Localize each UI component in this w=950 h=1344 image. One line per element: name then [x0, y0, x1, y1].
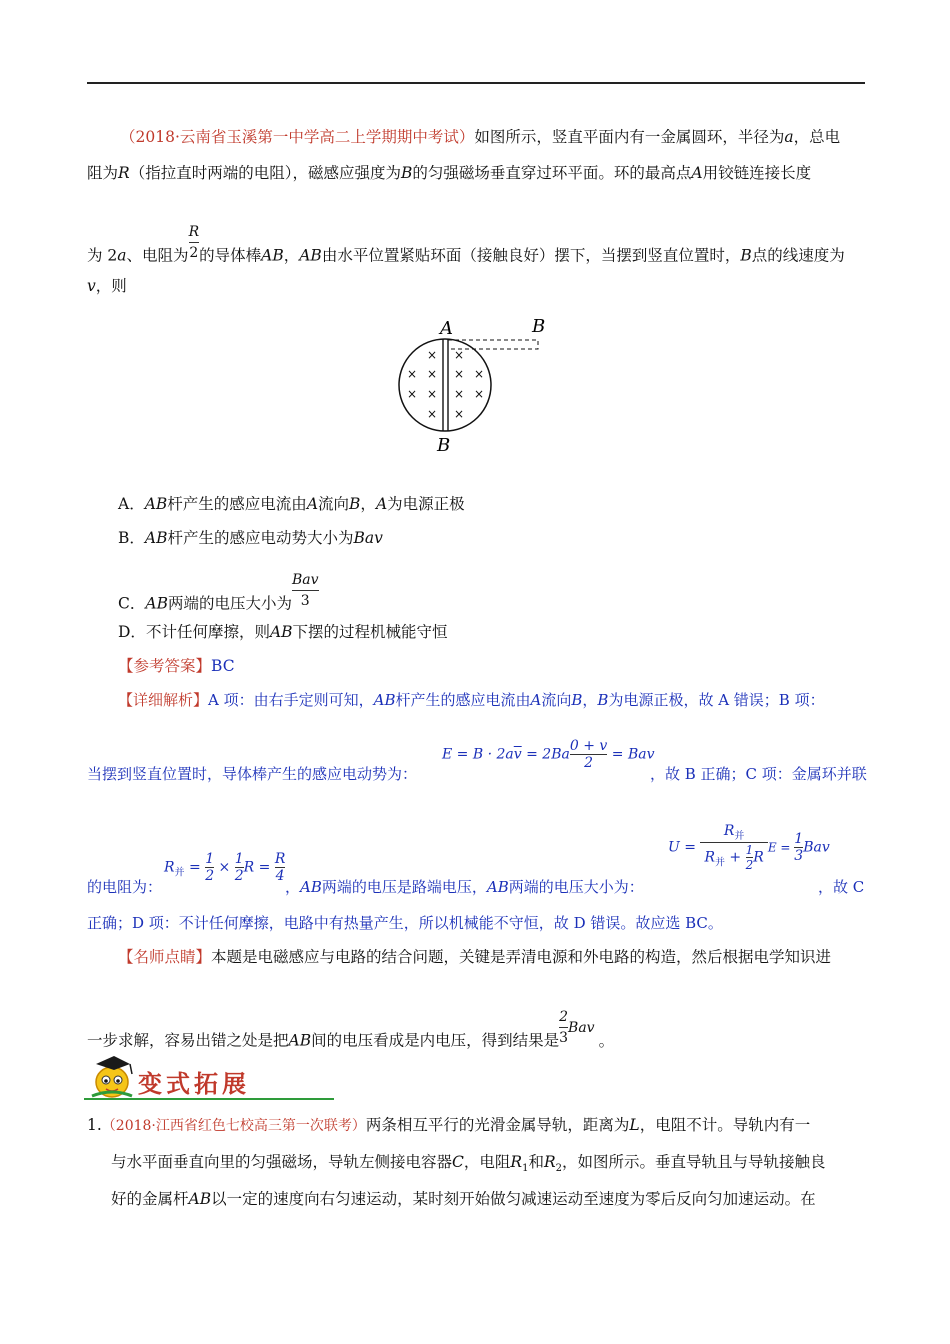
cross-mark: ×: [427, 387, 438, 401]
fraction-r-over-4: $\frac{R}{4}$: [274, 851, 286, 884]
question-line-4: v，则: [87, 277, 127, 295]
fraction-half-1: $\frac{1}{2}$: [205, 851, 215, 884]
cross-mark: ×: [407, 387, 418, 401]
analysis-line-2a: 当摆到竖直位置时，导体棒产生的感应电动势为：: [87, 765, 418, 783]
answer-line: [118, 656, 235, 676]
banner-title: 变式拓展: [138, 1070, 250, 1098]
cross-mark: ×: [407, 367, 418, 381]
cross-mark: ×: [427, 348, 438, 362]
cross-mark: ×: [454, 407, 465, 421]
label-a: A: [440, 318, 453, 339]
analysis-line-3e: ，故 C: [818, 878, 865, 896]
option-a: A．AB杆产生的感应电流由A流向B，A为电源正极: [118, 495, 465, 513]
header-rule: [87, 82, 865, 84]
option-b: B．AB杆产生的感应电动势大小为Bav: [118, 529, 383, 547]
analysis-line-1: 【详细解析】A 项：由右手定则可知，AB杆产生的感应电流由A流向B，B为电源正极，故 A 错误；B 项：: [118, 691, 825, 709]
analysis-label: 【详细解析】: [118, 691, 209, 709]
tip-line-1: 【名师点睛】本题是电磁感应与电路的结合问题，关键是弄清电源和外电路的构造，然后根据电学知识进: [118, 948, 832, 966]
section-banner: [84, 1052, 284, 1102]
cross-mark: ×: [454, 348, 465, 362]
fraction-third: $\frac{1}{3}$: [794, 830, 804, 864]
exercise-line-2: 与水平面垂直向里的匀强磁场，导轨左侧接电容器C，电阻$R_1$和$R_2$，如图所示。垂直导轨且与导轨接触良: [111, 1153, 826, 1175]
fraction-half-2: $\frac{1}{2}$: [234, 851, 244, 884]
resistance-label: 、电阻为: [126, 246, 189, 265]
voltage-fraction: $R_并$ $R_并$ + $\frac{1}{2}$ R: [700, 823, 767, 872]
cross-mark: ×: [454, 387, 465, 401]
question-line-3: 为 2a、电阻为 $\frac{R}{2}$ 的导体棒AB，AB由水平位置紧贴环面（接触良好）摆下，当摆到竖直位置时，B点的线速度为: [87, 224, 845, 265]
cross-mark: ×: [474, 387, 485, 401]
question-line-1: （2018·云南省玉溪第一中学高二上学期期中考试）如图所示，竖直平面内有一金属圆环，半径为a，总电: [120, 128, 841, 146]
question-line-2: 阻为R（指拉直时两端的电阻），磁感应强度为B的匀强磁场垂直穿过环平面。环的最高点A用铰链连接长度: [87, 164, 812, 182]
exercise-line-1: 1.（2018·江西省红色七校高三第一次联考）两条相互平行的光滑金属导轨，距离为L，电阻不计。导轨内有一: [87, 1116, 811, 1134]
option-c: C．AB两端的电压大小为 $\frac{\text{Bav}}{3}$: [118, 572, 319, 613]
cross-mark: ×: [454, 367, 465, 381]
mascot-icon: [84, 1052, 140, 1102]
cross-mark: ×: [474, 367, 485, 381]
magnetic-field-crosses: [407, 348, 484, 421]
option-d: D．不计任何摩擦，则AB下摆的过程机械能守恒: [118, 623, 448, 641]
analysis-line-4: 正确；D 项：不计任何摩擦，电路中有热量产生，所以机械能不守恒，故 D 错误。故应选 BC。: [87, 914, 723, 932]
label-b-bottom: B: [437, 435, 451, 456]
ring-rod-figure: [390, 312, 560, 457]
metal-ring: [399, 339, 491, 431]
tip-line-2: 一步求解，容易出错之处是把AB间的电压看成是内电压，得到结果是 $\frac{2}{3}$ Bav。: [87, 1009, 615, 1050]
voltage-equation: U = $R_并$ $R_并$ + $\frac{1}{2}$ R E = $\frac{1}{3}$ Bav: [668, 823, 830, 872]
label-b-top: B: [532, 316, 546, 337]
analysis-line-3a: 的电阻为：: [87, 878, 163, 896]
analysis-line-2b: ，故 B 正确；C 项：金属环并联: [650, 765, 867, 783]
tip-label: 【名师点睛】: [118, 948, 212, 966]
answer-label: 【参考答案】: [118, 657, 212, 675]
question-source: （2018·云南省玉溪第一中学高二上学期期中考试）: [120, 128, 475, 146]
analysis-line-3b: ，AB两端的电压是路端电压，AB两端的电压大小为：: [285, 878, 644, 896]
fraction-r-over-2: $\frac{R}{2}$: [188, 224, 200, 261]
parallel-resistance-equation: $R_并$ = $\frac{1}{2}$ × $\frac{1}{2}$ R = $\frac{R}{4}$: [164, 851, 286, 884]
emf-fraction: $\frac{0 + v}{2}$: [569, 738, 608, 771]
banner-underline: [84, 1098, 334, 1100]
cross-mark: ×: [427, 367, 438, 381]
emf-equation: $E = B \cdot 2a\overline{v} = 2Ba$ $\frac{0 + v}{2}$ = Bav: [442, 738, 655, 771]
exercise-source: （2018·江西省红色七校高三第一次联考）: [101, 1118, 366, 1134]
fraction-two-thirds: $\frac{2}{3}$: [559, 1009, 569, 1046]
fraction-bav-over-3: $\frac{\text{Bav}}{3}$: [291, 572, 319, 609]
exercise-line-3: 好的金属杆AB以一定的速度向右匀速运动，某时刻开始做匀减速运动至速度为零后反向匀加速运动。在: [111, 1190, 816, 1208]
cross-mark: ×: [427, 407, 438, 421]
answer-value: BC: [211, 657, 235, 675]
